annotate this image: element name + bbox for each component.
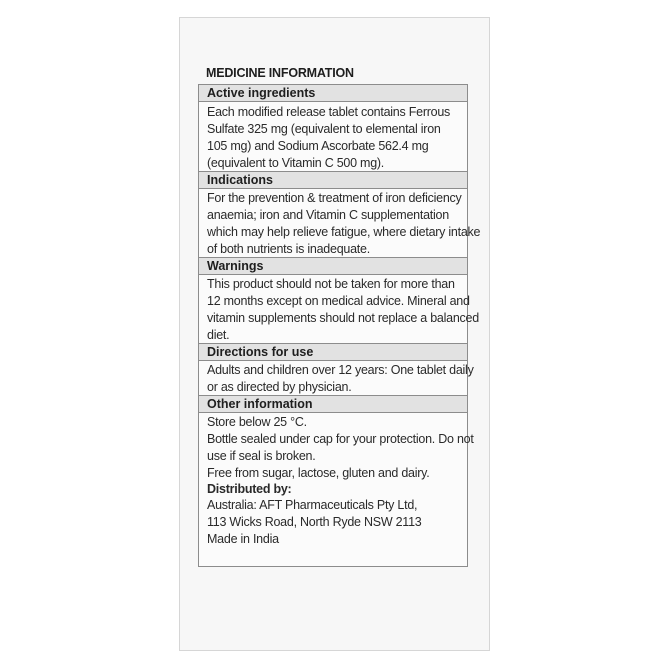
text-line: 105 mg) and Sodium Ascorbate 562.4 mg (207, 139, 429, 153)
text-line: Each modified release tablet contains Ferrous (207, 105, 451, 119)
text-line: (equivalent to Vitamin C 500 mg). (207, 156, 385, 170)
page-title: MEDICINE INFORMATION (206, 66, 354, 80)
distributor-heading: Distributed by: (207, 482, 292, 496)
text-line: or as directed by physician. (207, 380, 352, 394)
section-heading-directions: Directions for use (199, 343, 467, 361)
section-heading-active-ingredients: Active ingredients (199, 85, 467, 102)
section-heading-indications: Indications (199, 171, 467, 189)
section-heading-other-information: Other information (199, 395, 467, 413)
text-line: of both nutrients is inadequate. (207, 242, 370, 256)
text-line: which may help relieve fatigue, where dietary intake (207, 225, 481, 239)
text-line: Australia: AFT Pharmaceuticals Pty Ltd, (207, 498, 418, 512)
text-line: Store below 25 °C. (207, 415, 307, 429)
text-line: diet. (207, 328, 230, 342)
text-line: 113 Wicks Road, North Ryde NSW 2113 (207, 515, 422, 529)
text-line: Adults and children over 12 years: One tablet daily (207, 363, 474, 377)
text-line: use if seal is broken. (207, 449, 316, 463)
text-line: Made in India (207, 532, 279, 546)
text-line: Sulfate 325 mg (equivalent to elemental iron (207, 122, 441, 136)
text-line: anaemia; iron and Vitamin C supplementation (207, 208, 449, 222)
info-table (198, 84, 481, 567)
text-line: For the prevention & treatment of iron deficiency (207, 191, 462, 205)
text-line: vitamin supplements should not replace a balanced (207, 311, 479, 325)
text-line: 12 months except on medical advice. Mineral and (207, 294, 470, 308)
text-line: Free from sugar, lactose, gluten and dairy. (207, 466, 430, 480)
text-line: This product should not be taken for more than (207, 277, 455, 291)
text-line: Bottle sealed under cap for your protection. Do not (207, 432, 474, 446)
section-heading-warnings: Warnings (199, 257, 467, 275)
